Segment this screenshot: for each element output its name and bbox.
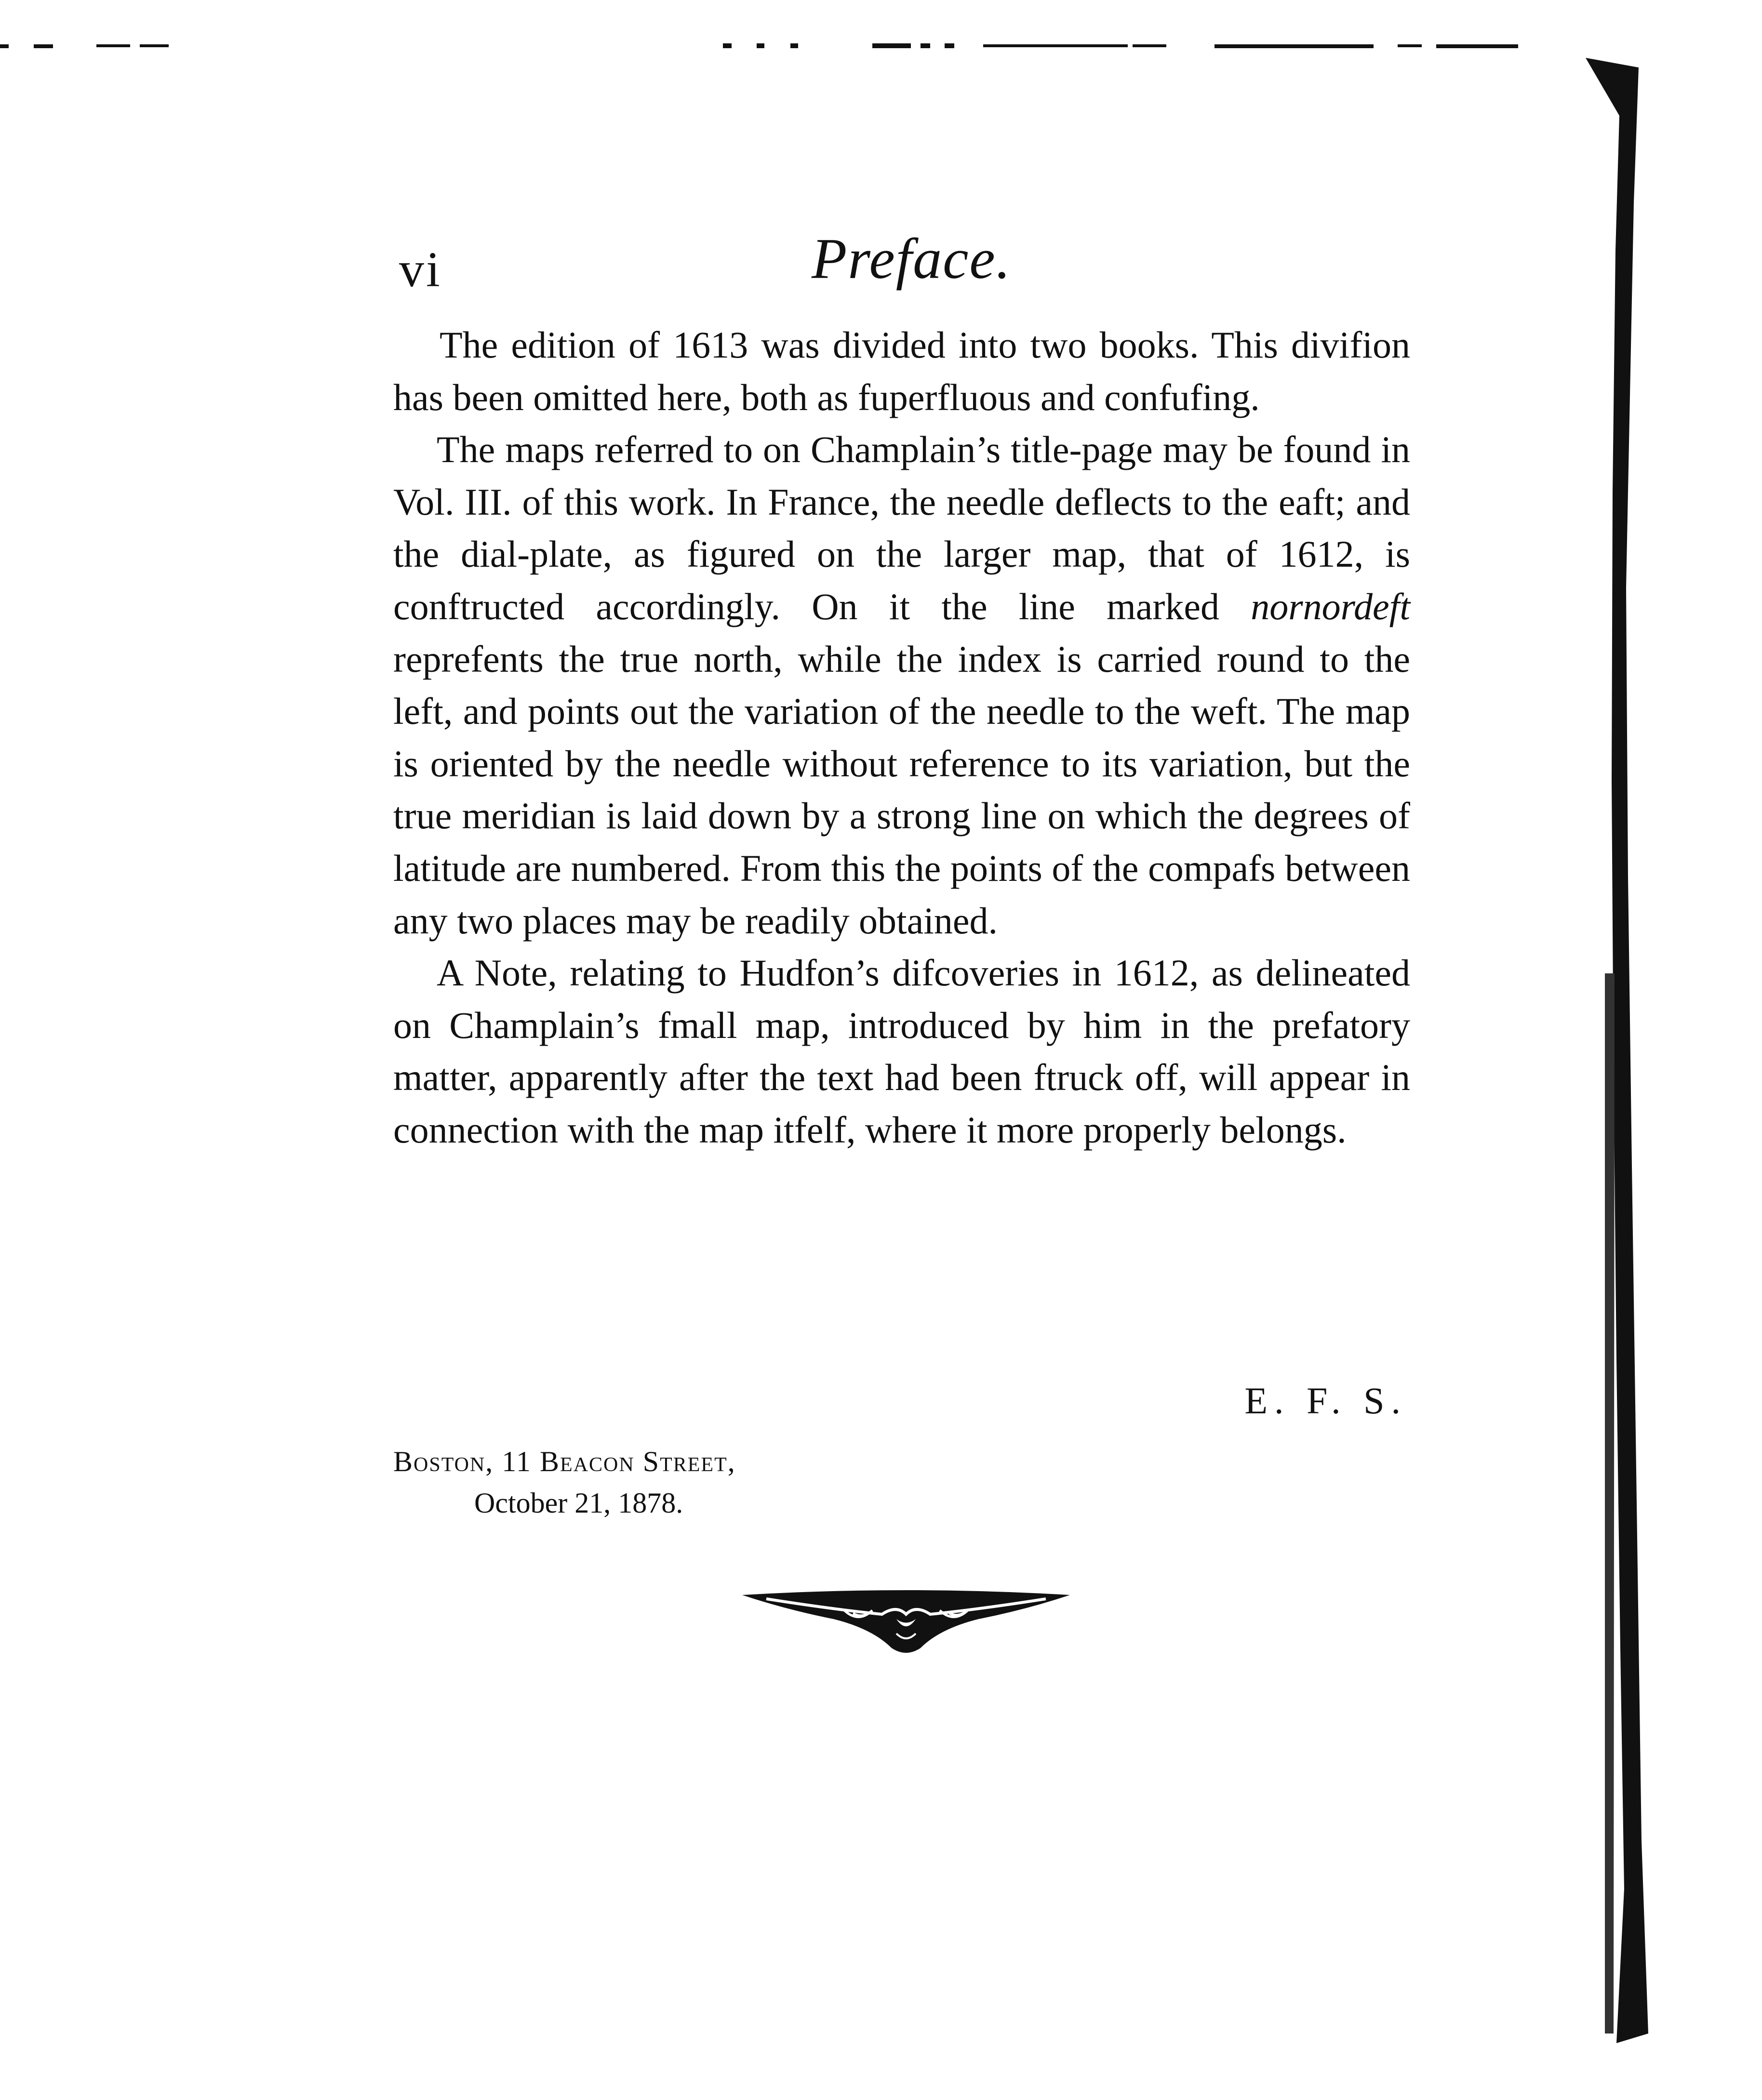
dateline-date: October 21, 1878. <box>474 1487 683 1519</box>
paragraph-maps <box>393 424 1410 947</box>
paragraph-note: A Note, relating to Hudfon’s difcoveries in 1612, as delineated on Champlain’s fmall map, introduced by him in the prefatory matter, apparently after the text had been ftruck off, will appear in connection with the map itfelf, where it more properly belongs. <box>393 952 1410 1151</box>
dateline-place: Boston, 11 Beacon Street, <box>393 1446 736 1477</box>
page-number: vi <box>399 242 442 297</box>
page-title: Preface. <box>812 226 1012 291</box>
nornordeft-term: nornordeft <box>1251 585 1410 627</box>
dateline <box>393 1441 972 1524</box>
binding-shadow-edge <box>1576 58 1658 2043</box>
tailpiece-ornament-icon <box>737 1581 1075 1658</box>
running-head <box>399 212 1411 308</box>
paragraph-maps-text-a: The maps referred to on Champlain’s title-page may be found in Vol. III. of this work. In France, the needle deflects to the eaft; and the dial-plate, as figured on the larger map, that of 1612, is conftructed accordingly. On it the line marked <box>393 428 1410 627</box>
top-rule-line <box>0 42 1523 49</box>
author-initials: E. F. S. <box>1244 1380 1407 1422</box>
paragraph-maps-text-b: reprefents the true north, while the index is carried round to the left, and points out the variation of the needle to the weft. The map is oriented by the needle without reference to its variation, but the true meridian is laid down by a strong line on which the degrees of latitude are numbered. From this the points of the compafs between any two places may be readily obtained. <box>393 638 1410 942</box>
preface-body <box>393 319 1410 1156</box>
paragraph-edition: The edition of 1613 was divided into two books. This divifion has been omitted here, both as fuperfluous and confufing. <box>393 324 1410 418</box>
